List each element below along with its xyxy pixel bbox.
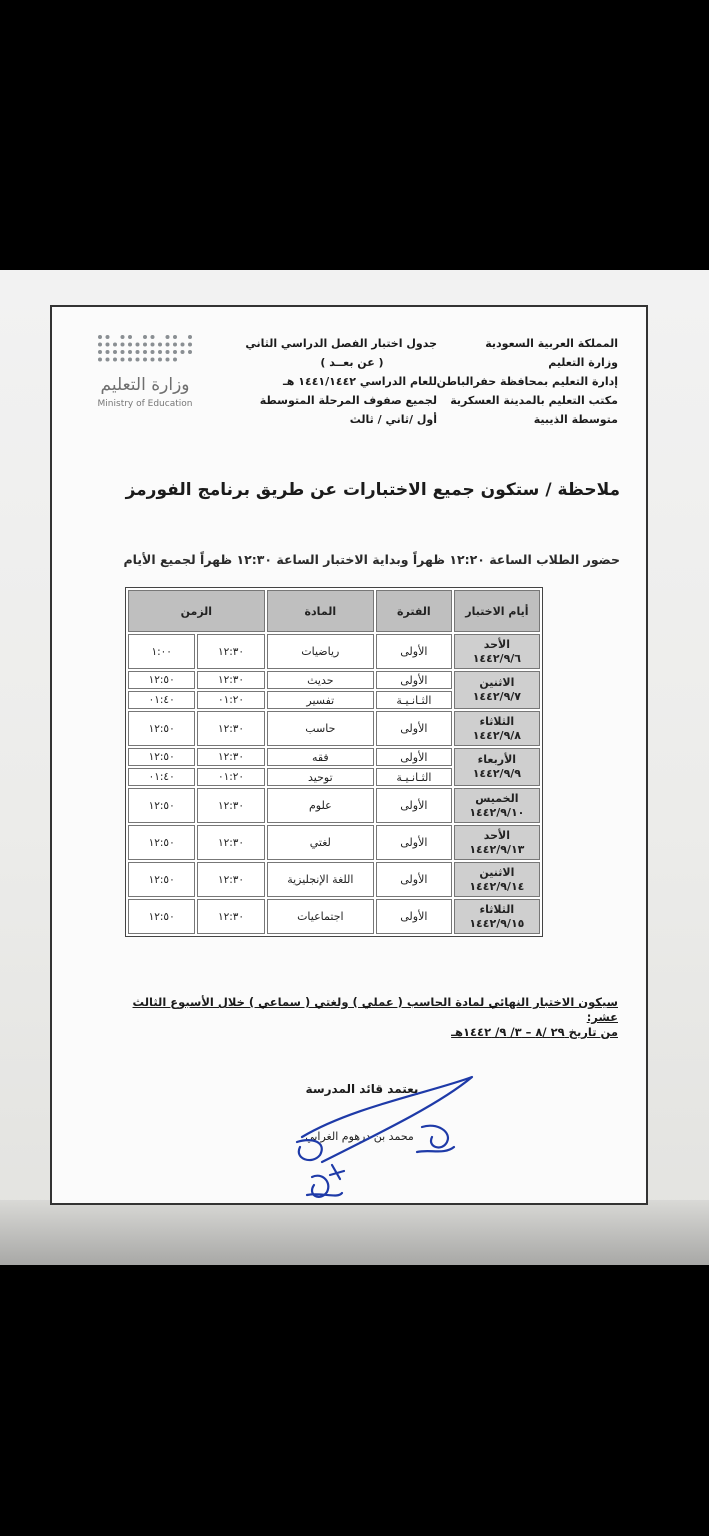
day-name: الأربعاء xyxy=(477,753,517,766)
logo-dot xyxy=(98,350,102,354)
principal-title: يعتمد قائد المدرسة xyxy=(305,1082,419,1096)
logo-dot xyxy=(166,343,170,347)
period-cell: الأولى xyxy=(376,788,452,823)
end-time-cell: ٠١:٤٠ xyxy=(128,768,195,786)
end-time-cell: ١٢:٥٠ xyxy=(128,671,195,689)
subject-cell: فقه xyxy=(267,748,374,766)
schedule-row xyxy=(128,788,540,823)
day-name: الثلاثاء xyxy=(479,902,515,916)
end-time-cell: ١٢:٥٠ xyxy=(128,825,195,860)
start-time-cell: ٠١:٢٠ xyxy=(197,691,264,709)
period-cell: الأولى xyxy=(376,671,452,689)
start-time-cell: ١٢:٣٠ xyxy=(197,634,264,669)
ministry-logo-arabic: وزارة التعليم xyxy=(100,375,190,395)
logo-dot xyxy=(173,343,177,347)
table-surface xyxy=(0,1200,709,1265)
period-cell: الأولى xyxy=(376,899,452,934)
day-cell xyxy=(454,671,540,709)
header-school: متوسطة الذيبية xyxy=(533,413,618,426)
day-name: الاثنين xyxy=(479,676,515,689)
period-cell: الثـانـيـة xyxy=(376,691,452,709)
period-cell: الأولى xyxy=(376,634,452,669)
schedule-row xyxy=(128,671,540,689)
logo-dot xyxy=(166,350,170,354)
academic-year: للعام الدراسي ١٤٤١/١٤٤٢ هـ xyxy=(283,375,437,388)
end-time-cell: ١:٠٠ xyxy=(128,634,195,669)
end-time-cell: ١٢:٥٠ xyxy=(128,862,195,897)
logo-dot xyxy=(173,350,177,354)
subject-cell: حاسب xyxy=(267,711,374,746)
day-name: الخميس xyxy=(475,791,519,805)
logo-dot xyxy=(121,343,125,347)
logo-dot xyxy=(136,350,140,354)
header-directorate: إدارة التعليم بمحافظة حفرالباطن xyxy=(436,375,618,388)
principal-name: محمد بن درهوم الغرابي xyxy=(305,1130,414,1143)
final-exam-line2: من تاريخ ٢٩ /٨ – ٣/ ٩/ ١٤٤٢هـ xyxy=(451,1025,618,1039)
logo-dot xyxy=(173,358,177,362)
logo-dot xyxy=(98,358,102,362)
header-center xyxy=(237,334,437,429)
logo-dot xyxy=(188,343,192,347)
schedule-row xyxy=(128,825,540,860)
day-cell xyxy=(454,862,540,897)
day-date: ١٤٤٢/٩/٨ xyxy=(472,728,522,742)
logo-dot xyxy=(181,343,185,347)
day-name: الاثنين xyxy=(479,865,515,879)
logo-dot xyxy=(151,358,155,362)
forms-note: ملاحظة / ستكون جميع الاختبارات عن طريق برنامج الفورمز xyxy=(125,480,620,500)
logo-dot xyxy=(188,350,192,354)
day-cell xyxy=(454,899,540,934)
start-time-cell: ١٢:٣٠ xyxy=(197,671,264,689)
logo-dot xyxy=(166,335,170,339)
logo-dot xyxy=(151,350,155,354)
day-date: ١٤٤٢/٩/١٤ xyxy=(469,879,525,893)
start-time-cell: ١٢:٣٠ xyxy=(197,862,264,897)
document-frame xyxy=(50,305,648,1205)
logo-dot xyxy=(98,343,102,347)
schedule-row xyxy=(128,899,540,934)
header-subject: المادة xyxy=(267,590,374,632)
subject-cell: اللغة الإنجليزية xyxy=(267,862,374,897)
subject-cell: تفسير xyxy=(267,691,374,709)
subject-cell: رياضيات xyxy=(267,634,374,669)
logo-dot xyxy=(143,335,147,339)
end-time-cell: ١٢:٥٠ xyxy=(128,711,195,746)
exam-schedule-table xyxy=(125,587,543,937)
header-kingdom: المملكة العربية السعودية xyxy=(485,337,618,350)
day-date: ١٤٤٢/٩/١٣ xyxy=(469,842,525,856)
logo-dot xyxy=(113,350,117,354)
attendance-timing: حضور الطلاب الساعة ١٢:٢٠ ظهراً وبداية الاختبار الساعة ١٢:٣٠ ظهراً لجميع الأيام xyxy=(123,552,620,567)
final-exam-note xyxy=(98,995,618,1040)
end-time-cell: ١٢:٥٠ xyxy=(128,899,195,934)
scope-line: لجميع صفوف المرحلة المتوسطة xyxy=(259,394,437,407)
end-time-cell: ١٢:٥٠ xyxy=(128,788,195,823)
logo-dot xyxy=(143,350,147,354)
logo-dot xyxy=(121,358,125,362)
logo-dot xyxy=(158,343,162,347)
start-time-cell: ١٢:٣٠ xyxy=(197,825,264,860)
day-cell xyxy=(454,748,540,786)
end-time-cell: ١٢:٥٠ xyxy=(128,748,195,766)
schedule-row xyxy=(128,862,540,897)
logo-dot xyxy=(151,343,155,347)
logo-dot xyxy=(106,350,110,354)
day-cell xyxy=(454,825,540,860)
logo-dot xyxy=(128,335,132,339)
logo-dot xyxy=(158,358,162,362)
start-time-cell: ١٢:٣٠ xyxy=(197,788,264,823)
end-time-cell: ٠١:٤٠ xyxy=(128,691,195,709)
grades-line: أول /ثاني / ثالث xyxy=(349,413,437,426)
subject-cell: اجتماعيات xyxy=(267,899,374,934)
subject-cell: توحيد xyxy=(267,768,374,786)
header-period: الفترة xyxy=(376,590,452,632)
day-cell xyxy=(454,634,540,669)
logo-dot xyxy=(188,335,192,339)
period-cell: الثـانـيـة xyxy=(376,768,452,786)
day-name: الأحد xyxy=(483,637,510,651)
header-ministry: وزارة التعليم xyxy=(548,356,618,369)
day-cell xyxy=(454,711,540,746)
logo-dot xyxy=(143,343,147,347)
signature-scribble xyxy=(202,1067,502,1207)
day-date: ١٤٤٢/٩/١٠ xyxy=(469,805,525,819)
schedule-row xyxy=(128,748,540,766)
schedule-row xyxy=(128,711,540,746)
logo-dot xyxy=(151,335,155,339)
start-time-cell: ١٢:٣٠ xyxy=(197,748,264,766)
header-right xyxy=(418,334,618,429)
day-date: ١٤٤٢/٩/٧ xyxy=(472,690,522,703)
logo-dot xyxy=(136,358,140,362)
day-date: ١٤٤٢/٩/١٥ xyxy=(469,916,525,930)
logo-dot xyxy=(106,335,110,339)
subject-cell: لغتي xyxy=(267,825,374,860)
start-time-cell: ٠١:٢٠ xyxy=(197,768,264,786)
period-cell: الأولى xyxy=(376,748,452,766)
logo-dot xyxy=(113,358,117,362)
ministry-logo xyxy=(72,327,202,407)
logo-dot xyxy=(106,358,110,362)
day-cell xyxy=(454,788,540,823)
header-office: مكتب التعليم بالمدينة العسكرية xyxy=(450,394,618,407)
day-name: الأحد xyxy=(483,828,510,842)
logo-dot xyxy=(128,350,132,354)
logo-dot xyxy=(128,358,132,362)
start-time-cell: ١٢:٣٠ xyxy=(197,899,264,934)
logo-dot xyxy=(173,335,177,339)
logo-dot xyxy=(128,343,132,347)
header-day: أيام الاختبار xyxy=(454,590,540,632)
subject-cell: حديث xyxy=(267,671,374,689)
logo-dot xyxy=(143,358,147,362)
logo-dot xyxy=(181,350,185,354)
ministry-logo-dots-icon xyxy=(72,327,202,377)
period-cell: الأولى xyxy=(376,825,452,860)
schedule-row xyxy=(128,634,540,669)
logo-dot xyxy=(113,343,117,347)
logo-dot xyxy=(121,335,125,339)
logo-dot xyxy=(158,350,162,354)
logo-dot xyxy=(98,335,102,339)
logo-dot xyxy=(136,343,140,347)
day-date: ١٤٤٢/٩/٦ xyxy=(472,651,522,665)
logo-dot xyxy=(106,343,110,347)
period-cell: الأولى xyxy=(376,862,452,897)
remote-mode: ( عن بعــد ) xyxy=(320,356,384,369)
header-time: الزمن xyxy=(128,590,265,632)
subject-cell: علوم xyxy=(267,788,374,823)
period-cell: الأولى xyxy=(376,711,452,746)
ministry-logo-english: Ministry of Education xyxy=(97,399,193,409)
logo-dot xyxy=(166,358,170,362)
logo-dot xyxy=(121,350,125,354)
day-date: ١٤٤٢/٩/٩ xyxy=(472,767,522,780)
schedule-title: جدول اختبار الفصل الدراسي الثاني xyxy=(245,337,437,350)
final-exam-line1: سيكون الاختبار النهائي لمادة الحاسب ( عملي ) ولغتي ( سماعي ) خلال الأسبوع الثالث عشر: xyxy=(132,995,618,1024)
day-name: الثلاثاء xyxy=(479,714,515,728)
start-time-cell: ١٢:٣٠ xyxy=(197,711,264,746)
